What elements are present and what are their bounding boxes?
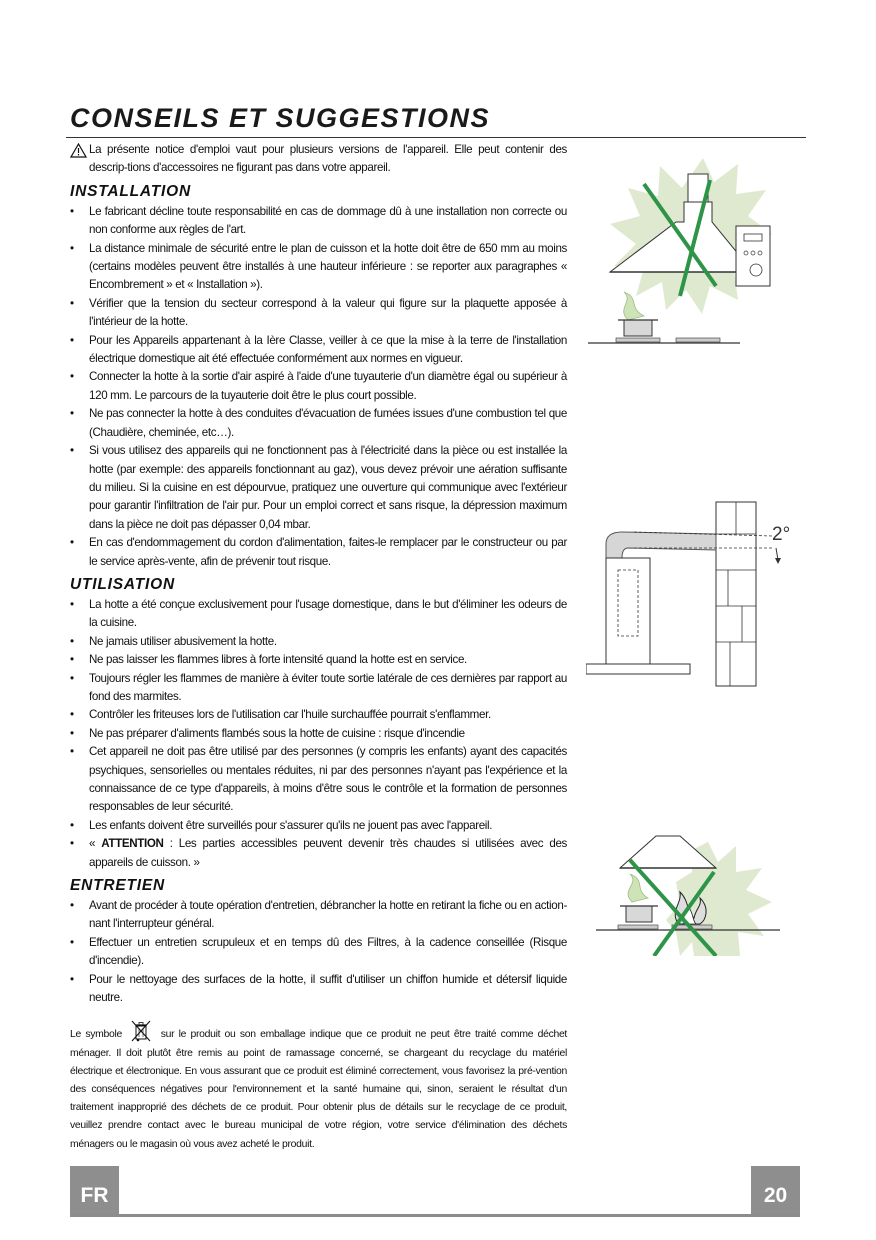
entretien-list bbox=[70, 897, 567, 1007]
notice-after: sur le produit ou son emballage indique que ce produit ne peut être traité comme déchet ménager. Il doit plutôt être remis au point de ramassage concerné, se chargeant du recyclage du matériel électrique et électronique. En vous assurant que ce produit est éliminé correctement, vous favorisez la pré-vention des conséquences négatives pour l'environnement et la santé humaine qui, sinon, seraient le résultat d'un traitement inapproprié des déchets de ce produit. Pour obtenir plus de détails sur le recyclage de ce produit, veuillez prendre contact avec le bureau municipal de votre région, votre service d'élimination des déchets ménagers ou le magasin où vous avez acheté le produit. bbox=[70, 1029, 568, 1150]
page-title: CONSEILS ET SUGGESTIONS bbox=[70, 103, 491, 133]
list-item: • La distance minimale de sécurité entre le plan de cuisson et la hotte doit être de 650 mm au moins (certains modèles peuvent être installés à une hauteur inférieure : se reporter aux paragraphes « Encombrement » et « Installation »). bbox=[70, 240, 567, 295]
notice-before: Le symbole bbox=[70, 1029, 122, 1041]
footer-lang: FR bbox=[80, 1184, 109, 1207]
heading-installation: INSTALLATION bbox=[70, 182, 191, 200]
footer-page-number: 20 bbox=[763, 1184, 788, 1207]
crossed-bin-icon bbox=[130, 1019, 152, 1043]
list-item: • Toujours régler les flammes de manière à éviter toute sortie latérale de ces dernières par rapport au fond des marmites. bbox=[70, 670, 567, 707]
list-item: • Ne pas préparer d'aliments flambés sous la hotte de cuisine : risque d'incendie bbox=[70, 725, 567, 743]
warning-note bbox=[70, 141, 567, 178]
list-item: • Pour le nettoyage des surfaces de la hotte, il suffit d'utiliser un chiffon humide et détersif liquide neutre. bbox=[70, 971, 567, 1008]
list-item: • Si vous utilisez des appareils qui ne fonctionnent pas à l'électricité dans la pièce ou est installée la hotte (par exemple: des appareils fonctionnant au gaz), vous devez prévoir une aération suffisante du milieu. Si la cuisine en est dépourvue, pratiquez une ouverture qui communique avec l'extérieur pour garantir l'infiltration de l'air pur. Pour un emploi correct et sans risque, la dépression maximum dans la pièce ne doit pas dépasser 0,04 mbar. bbox=[70, 442, 567, 534]
list-item: • Vérifier que la tension du secteur correspond à la valeur qui figure sur la plaquette apposée à l'intérieur de la hotte. bbox=[70, 295, 567, 332]
steam-icon bbox=[624, 292, 644, 320]
angle-label: 2° bbox=[772, 524, 791, 545]
list-item: • Ne pas laisser les flammes libres à forte intensité quand la hotte est en service. bbox=[70, 651, 567, 669]
warning-icon bbox=[70, 143, 87, 158]
heading-utilisation: UTILISATION bbox=[70, 575, 175, 593]
list-item: • Les enfants doivent être surveillés pour s'assurer qu'ils ne jouent pas avec l'appareil. bbox=[70, 817, 567, 835]
list-item-attention bbox=[70, 835, 567, 872]
figure-flames bbox=[596, 832, 780, 956]
hood-base bbox=[586, 664, 690, 674]
list-item: • Avant de procéder à toute opération d'entretien, débrancher la hotte en retirant la fiche ou en action-nant l'interrupteur général. bbox=[70, 897, 567, 934]
list-item: • Effectuer un entretien scrupuleux et en temps dû des Filtres, à la cadence conseillée (Risque d'incendie). bbox=[70, 934, 567, 971]
weee-notice bbox=[70, 1019, 567, 1153]
attention-text: : Les parties accessibles peuvent devenir très chaudes si utilisées avec des appareils de cuisson. » bbox=[89, 837, 567, 869]
attention-label: ATTENTION bbox=[101, 837, 164, 851]
list-item: • Pour les Appareils appartenant à la Ière Classe, veiller à ce que la mise à la terre de l'installation électrique domestique ait été effectuée conformément aux normes en vigueur. bbox=[70, 332, 567, 369]
pot bbox=[624, 320, 652, 336]
list-item: • La hotte a été conçue exclusivement pour l'usage domestique, dans le but d'éliminer les odeurs de la cuisine. bbox=[70, 596, 567, 633]
pot bbox=[626, 906, 652, 922]
figure-duct-slope bbox=[586, 496, 806, 692]
list-item: • Cet appareil ne doit pas être utilisé par des personnes (y compris les enfants) ayant des capacités psychiques, sensorielles ou mentales réduites, ni par des personnes n'ayant pas l'expérience et la connaissance de ce type d'appareils, à moins d'être sous le contrôle et la formation de personnes responsables de leur sécurité. bbox=[70, 743, 567, 817]
list-item: • Ne pas connecter la hotte à des conduites d'évacuation de fumées issues d'une combustion tel que (Chaudière, cheminée, etc…). bbox=[70, 405, 567, 442]
list-item: • Connecter la hotte à la sortie d'air aspiré à l'aide d'une tuyauterie d'un diamètre égal ou supérieur à 120 mm. Le parcours de la tuyauterie doit être le plus court possible. bbox=[70, 368, 567, 405]
list-item: • En cas d'endommagement du cordon d'alimentation, faites-le remplacer par le constructeur ou par le service après-vente, afin de prévenir tout risque. bbox=[70, 534, 567, 571]
chimney bbox=[606, 558, 650, 664]
list-item: • Le fabricant décline toute responsabilité en cas de dommage dû à une installation non correcte ou non conforme aux règles de l'art. bbox=[70, 203, 567, 240]
list-item: • Ne jamais utiliser abusivement la hotte. bbox=[70, 633, 567, 651]
list-item: • Contrôler les friteuses lors de l'utilisation car l'huile surchauffée pourrait s'enflammer. bbox=[70, 706, 567, 724]
text-column bbox=[70, 141, 567, 1154]
heading-entretien: ENTRETIEN bbox=[70, 877, 166, 895]
warning-text: La présente notice d'emploi vaut pour plusieurs versions de l'appareil. Elle peut contenir des descrip-tions d'accessoires ne figurant pas dans votre appareil. bbox=[89, 143, 567, 175]
installation-list bbox=[70, 203, 567, 571]
duct-bend bbox=[606, 532, 716, 558]
utilisation-list bbox=[70, 596, 567, 872]
footer-page-badge bbox=[751, 1166, 800, 1214]
footer-language-badge bbox=[70, 1166, 119, 1214]
attention-open: « bbox=[89, 837, 102, 851]
footer-rule bbox=[70, 1214, 800, 1217]
title-rule bbox=[66, 137, 806, 138]
figure-hood-distance bbox=[588, 150, 772, 350]
